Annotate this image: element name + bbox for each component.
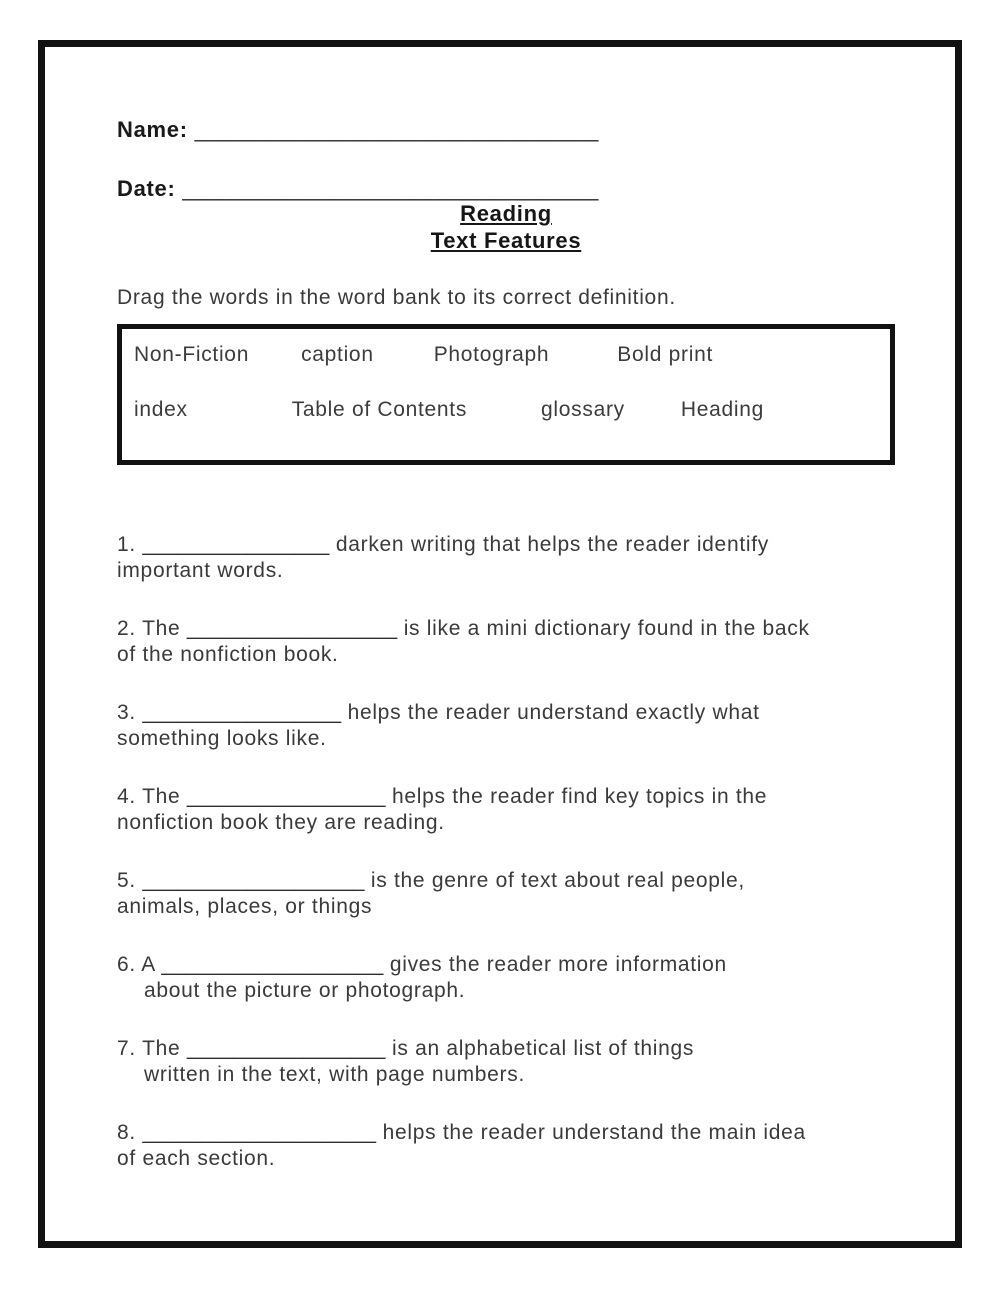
- question-7-lead: 7. The: [117, 1037, 181, 1060]
- question-1-lead: 1.: [117, 533, 136, 556]
- date-blank-line: __________________________________: [182, 176, 599, 201]
- word-bank-word-glossary[interactable]: glossary: [541, 398, 625, 421]
- date-label: Date:: [117, 176, 176, 201]
- question-5-answer-blank[interactable]: ___________________: [142, 869, 365, 892]
- question-8-line-2: of each section.: [117, 1147, 276, 1170]
- question-8-lead: 8.: [117, 1121, 136, 1144]
- question-5-line-1: [117, 868, 895, 894]
- question-1: [117, 532, 895, 584]
- question-6-text: gives the reader more information: [389, 953, 727, 976]
- question-8-text: helps the reader understand the main idea: [382, 1121, 806, 1144]
- question-1-text: darken writing that helps the reader identify: [335, 533, 769, 556]
- question-8: [117, 1120, 895, 1172]
- question-7-line-1: [117, 1036, 895, 1062]
- question-5-lead: 5.: [117, 869, 136, 892]
- title-subject: Reading: [460, 201, 552, 226]
- question-4: [117, 784, 895, 836]
- question-7-line-2: written in the text, with page numbers.: [144, 1063, 525, 1086]
- word-bank-row-1: [134, 342, 878, 368]
- question-3-line-2: something looks like.: [117, 727, 327, 750]
- name-label: Name:: [117, 117, 188, 142]
- word-bank-word-bold-print[interactable]: Bold print: [617, 343, 714, 366]
- questions-list: [117, 532, 895, 1172]
- question-6-answer-blank[interactable]: ___________________: [161, 953, 384, 976]
- question-8-line-1: [117, 1120, 895, 1146]
- question-3-line-1: [117, 700, 895, 726]
- question-2-line-2: of the nonfiction book.: [117, 643, 339, 666]
- word-bank-word-photograph[interactable]: Photograph: [433, 343, 550, 366]
- question-2-lead: 2. The: [117, 617, 181, 640]
- word-bank-word-index[interactable]: index: [134, 398, 188, 421]
- worksheet-page: [38, 40, 962, 1248]
- word-bank-word-nonfiction[interactable]: Non-Fiction: [134, 343, 250, 366]
- question-7: [117, 1036, 895, 1088]
- question-4-line-1: [117, 784, 895, 810]
- word-bank-word-table-of-contents[interactable]: Table of Contents: [291, 398, 468, 421]
- question-4-answer-blank[interactable]: _________________: [186, 785, 386, 808]
- question-2-text: is like a mini dictionary found in the back: [403, 617, 810, 640]
- question-1-line-2: important words.: [117, 559, 284, 582]
- question-4-text: helps the reader find key topics in the: [392, 785, 768, 808]
- title-topic: Text Features: [430, 228, 582, 253]
- question-1-line-1: [117, 532, 895, 558]
- question-7-text: is an alphabetical list of things: [392, 1037, 695, 1060]
- word-bank: [117, 324, 895, 465]
- question-1-answer-blank[interactable]: ________________: [142, 533, 330, 556]
- question-4-line-2: nonfiction book they are reading.: [117, 811, 445, 834]
- word-bank-word-caption[interactable]: caption: [301, 343, 374, 366]
- question-6-lead: 6. A: [117, 953, 155, 976]
- worksheet-title: [117, 200, 895, 254]
- question-8-answer-blank[interactable]: ____________________: [142, 1121, 377, 1144]
- question-4-lead: 4. The: [117, 785, 181, 808]
- question-5-line-2: animals, places, or things: [117, 895, 373, 918]
- word-bank-row-2: [134, 397, 878, 423]
- question-7-answer-blank[interactable]: _________________: [186, 1037, 386, 1060]
- instruction-text: Drag the words in the word bank to its correct definition.: [117, 286, 676, 309]
- question-6-line-2: about the picture or photograph.: [144, 979, 466, 1002]
- question-3-answer-blank[interactable]: _________________: [142, 701, 342, 724]
- word-bank-word-heading[interactable]: Heading: [680, 398, 764, 421]
- question-6-line-1: [117, 952, 895, 978]
- name-row: [117, 117, 895, 143]
- question-6: [117, 952, 895, 1004]
- question-5: [117, 868, 895, 920]
- question-5-text: is the genre of text about real people,: [370, 869, 745, 892]
- question-3-lead: 3.: [117, 701, 136, 724]
- question-3-text: helps the reader understand exactly what: [347, 701, 760, 724]
- worksheet-content: [45, 47, 955, 1172]
- question-2: [117, 616, 895, 668]
- date-row: [117, 176, 895, 202]
- question-2-line-1: [117, 616, 895, 642]
- name-blank-line: _________________________________: [194, 117, 599, 142]
- question-2-answer-blank[interactable]: __________________: [186, 617, 398, 640]
- question-3: [117, 700, 895, 752]
